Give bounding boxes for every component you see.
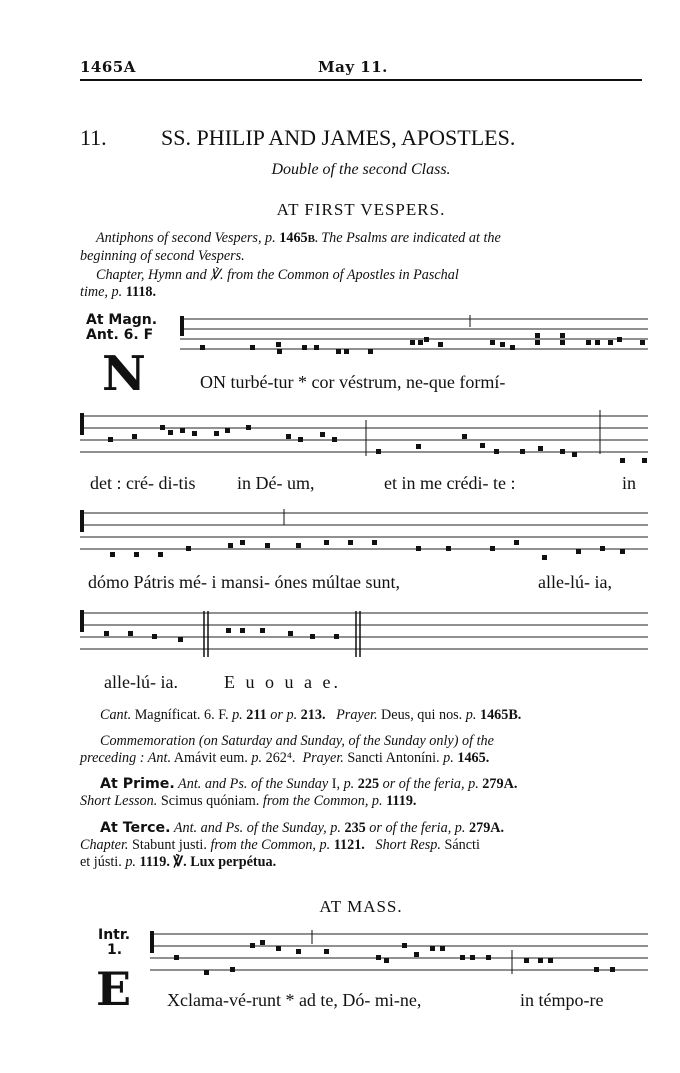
antiphon-cue: At Magn. Ant. 6. F bbox=[86, 312, 158, 343]
chant-staff-3 bbox=[80, 505, 650, 565]
chant-staff-5 bbox=[80, 927, 650, 980]
introit-initial-letter: E bbox=[96, 962, 132, 1016]
chant-staff-4 bbox=[80, 605, 650, 663]
lyric-line-3a: dómo Pátris mé- i mansi- ónes múltae sunt, bbox=[88, 572, 400, 592]
antiphon-initial-letter: N bbox=[102, 346, 146, 402]
lyric-line-3b: alle-lú- ia, bbox=[538, 572, 612, 592]
lyric-line-2d: in bbox=[622, 473, 637, 493]
header-rule bbox=[80, 79, 642, 81]
rubric-commemoration: Commemoration (on Saturday and Sunday, of the Sunday only) of the preceding : Ant. Amávit eum. p. 262⁴. Prayer. Sancti Antoníni. p. 1465. bbox=[80, 733, 494, 766]
feast-rank: Double of the second Class. bbox=[271, 161, 451, 178]
introit-cue: Intr. 1. bbox=[98, 927, 131, 958]
chant-staff-1 bbox=[80, 312, 650, 359]
lyric-evovae: E u o u a e. bbox=[224, 672, 341, 692]
rubric-canticle: Cant. Magníficat. 6. F. p. 211 or p. 213. Prayer. Deus, qui nos. p. 1465B. bbox=[100, 707, 522, 723]
rubric-chapter: Chapter, Hymn and ℣. from the Common of Apostles in Paschal time, p. 1118. bbox=[80, 267, 459, 300]
lyric-line-1: ON turbé-tur * cor véstrum, ne-que formí- bbox=[200, 372, 506, 392]
rubric-terce: At Terce. Ant. and Ps. of the Sunday, p. 235 or of the feria, p. 279A. Chapter. Stabunt justi. from the Common, p. 1121. Short Resp. Sáncti et jústi. p. 1119. ℣. Lux perpétua. bbox=[80, 820, 505, 870]
section-heading-first-vespers: AT FIRST VESPERS. bbox=[276, 200, 446, 219]
rubric-antiphons: Antiphons of second Vespers, p. 1465B. The Psalms are indicated at the beginning of second Vespers. bbox=[80, 230, 501, 264]
lyric-line-2a: det : cré- di-tis bbox=[90, 473, 196, 493]
rubric-prime: At Prime. Ant. and Ps. of the Sunday I, p. 225 or of the feria, p. 279A. Short Lesson. Scimus quóniam. from the Common, p. 1119. bbox=[80, 776, 518, 809]
running-head: May 11. bbox=[318, 58, 388, 76]
feast-title: SS. PHILIP AND JAMES, APOSTLES. bbox=[161, 125, 516, 150]
lyric-line-2b: in Dé- um, bbox=[237, 473, 315, 493]
lyric-line-2c: et in me crédi- te : bbox=[384, 473, 516, 493]
introit-lyric-a: Xclama-vé-runt * ad te, Dó- mi-ne, bbox=[167, 990, 422, 1010]
chant-staff-2 bbox=[80, 408, 650, 468]
section-heading-mass: AT MASS. bbox=[319, 897, 403, 916]
lyric-line-4a: alle-lú- ia. bbox=[104, 672, 178, 692]
page-number: 1465A bbox=[80, 58, 136, 76]
introit-lyric-b: in témpo-re bbox=[520, 990, 604, 1010]
feast-day-number: 11. bbox=[80, 125, 107, 150]
